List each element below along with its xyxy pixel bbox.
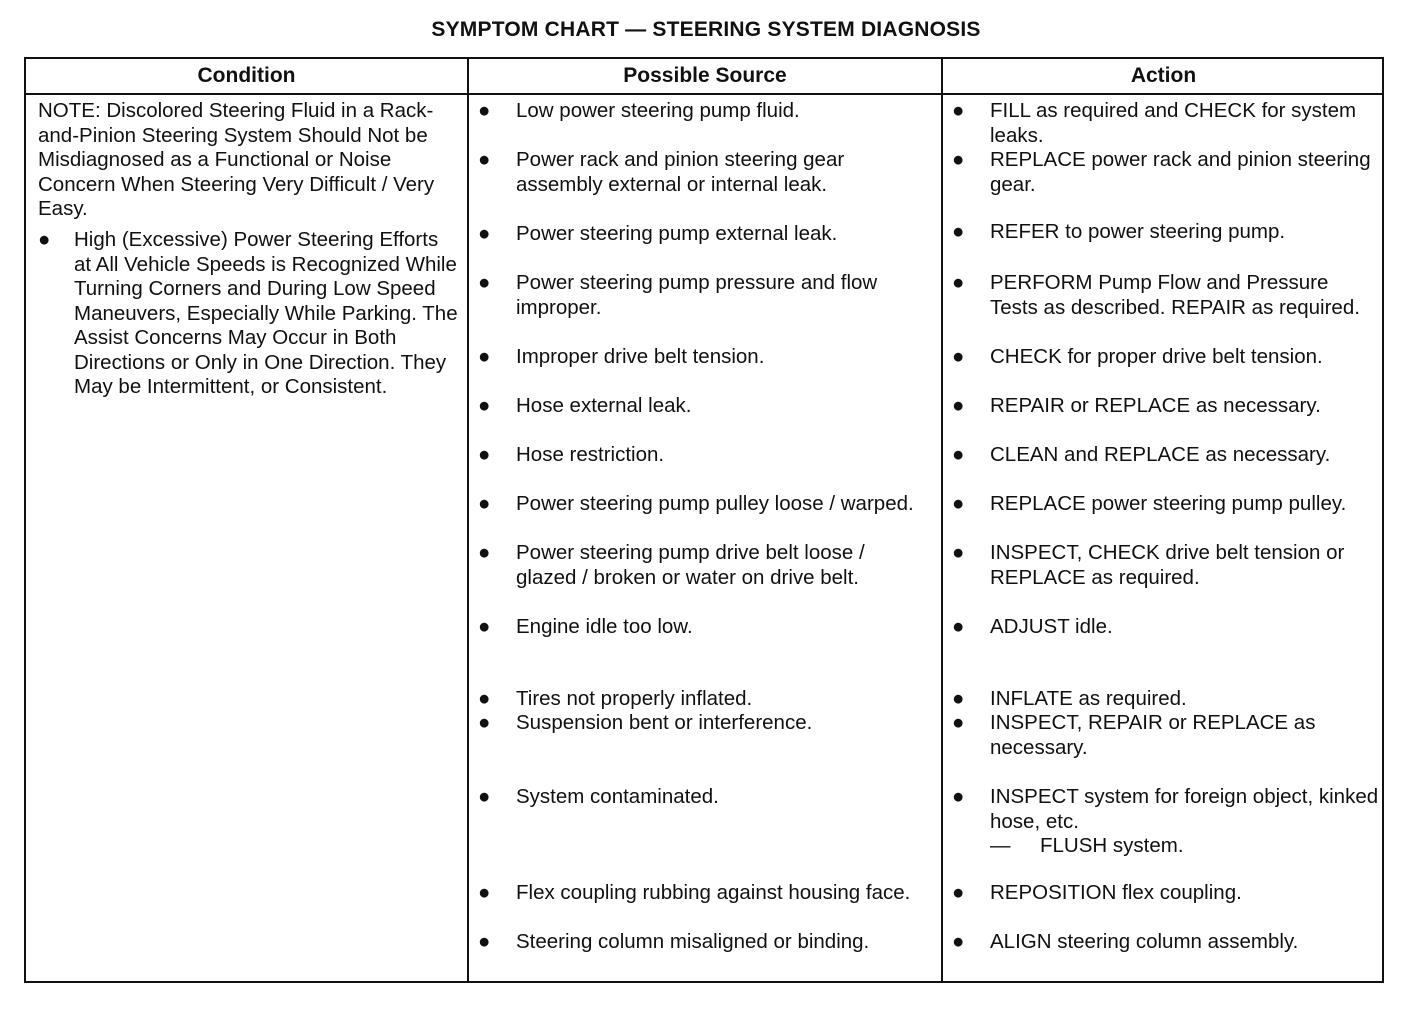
bullet-icon: ● [952,220,965,243]
source-text: Hose restriction. [516,443,665,466]
action-sub-text: FLUSH system. [1040,834,1184,857]
source-text: Hose external leak. [516,394,692,417]
source-text: Low power steering pump fluid. [516,99,800,122]
column-divider [467,59,469,981]
bullet-icon: ● [478,881,491,904]
action-text: REPLACE power rack and pinion steering gear. [990,148,1371,196]
action-text: INSPECT, REPAIR or REPLACE as necessary. [990,711,1316,759]
bullet-icon: ● [478,930,491,953]
source-text: Flex coupling rubbing against housing face. [516,881,911,904]
bullet-icon: ● [478,785,491,808]
dash-glyph: — [990,834,1011,857]
source-text: Suspension bent or interference. [516,711,813,734]
action-text: FILL as required and CHECK for system leaks. [990,99,1357,147]
source-text: Power steering pump pulley loose / warped. [516,492,914,515]
bullet-icon: ● [952,271,965,294]
bullet-icon: ● [478,492,491,515]
header-condition: Condition [197,64,296,87]
condition-note: NOTE: Discolored Steering Fluid in a Rack-and-Pinion Steering System Should Not be Misdiagnosed as a Functional or Noise Concern When Steering Very Difficult / Very Easy. [38,99,435,220]
source-text: Tires not properly inflated. [516,687,753,710]
bullet-icon: ● [478,687,491,710]
header-possible-source: Possible Source [623,64,787,87]
bullet-icon: ● [478,99,491,122]
bullet-icon: ● [952,785,965,808]
action-text: REFER to power steering pump. [990,220,1286,243]
bullet-icon: ● [952,345,965,368]
source-text: Engine idle too low. [516,615,693,638]
bullet-icon: ● [952,492,965,515]
bullet-icon: ● [952,394,965,417]
bullet-icon: ● [478,541,491,564]
source-text: Power rack and pinion steering gear assembly external or internal leak. [516,148,845,196]
source-text: System contaminated. [516,785,719,808]
bullet-icon: ● [952,99,965,122]
action-text: CLEAN and REPLACE as necessary. [990,443,1331,466]
bullet-icon: ● [478,222,491,245]
bullet-icon: ● [478,443,491,466]
source-text: Power steering pump pressure and flow improper. [516,271,878,319]
header-action: Action [1130,64,1197,87]
source-text: Improper drive belt tension. [516,345,765,368]
bullet-icon: ● [952,711,965,734]
bullet-icon: ● [478,711,491,734]
header-divider [26,93,1382,95]
bullet-icon: ● [478,615,491,638]
column-divider [941,59,943,981]
action-text: CHECK for proper drive belt tension. [990,345,1323,368]
action-text: INSPECT, CHECK drive belt tension or REPLACE as required. [990,541,1345,589]
bullet-icon: ● [952,687,965,710]
action-text: REPOSITION flex coupling. [990,881,1242,904]
condition-symptom-text: High (Excessive) Power Steering Efforts at All Vehicle Speeds is Recognized While Turning Corners and During Low Speed Maneuvers, Especially While Parking. The Assist Concerns May Occur in Both Directions or Only in One Direction. They May be Intermittent, or Consistent. [74,228,458,398]
bullet-icon: ● [38,228,51,251]
bullet-icon: ● [952,541,965,564]
chart-title: SYMPTOM CHART — STEERING SYSTEM DIAGNOSIS [431,18,981,41]
bullet-icon: ● [478,148,491,171]
bullet-icon: ● [952,615,965,638]
action-subline [990,834,1380,859]
bullet-icon: ● [478,394,491,417]
bullet-icon: ● [952,148,965,171]
source-text: Power steering pump drive belt loose / glazed / broken or water on drive belt. [516,541,865,589]
bullet-icon: ● [952,881,965,904]
action-text: ALIGN steering column assembly. [990,930,1299,953]
bullet-icon: ● [952,930,965,953]
source-text: Steering column misaligned or binding. [516,930,870,953]
source-text: Power steering pump external leak. [516,222,838,245]
action-text: ADJUST idle. [990,615,1113,638]
bullet-icon: ● [952,443,965,466]
bullet-icon: ● [478,271,491,294]
action-text: REPLACE power steering pump pulley. [990,492,1347,515]
diagnosis-table [24,57,1384,983]
action-text [990,785,1380,859]
action-text: PERFORM Pump Flow and Pressure Tests as described. REPAIR as required. [990,271,1360,319]
action-text-main: INSPECT system for foreign object, kinked hose, etc. [990,785,1379,833]
action-text: REPAIR or REPLACE as necessary. [990,394,1321,417]
action-text: INFLATE as required. [990,687,1187,710]
bullet-icon: ● [478,345,491,368]
